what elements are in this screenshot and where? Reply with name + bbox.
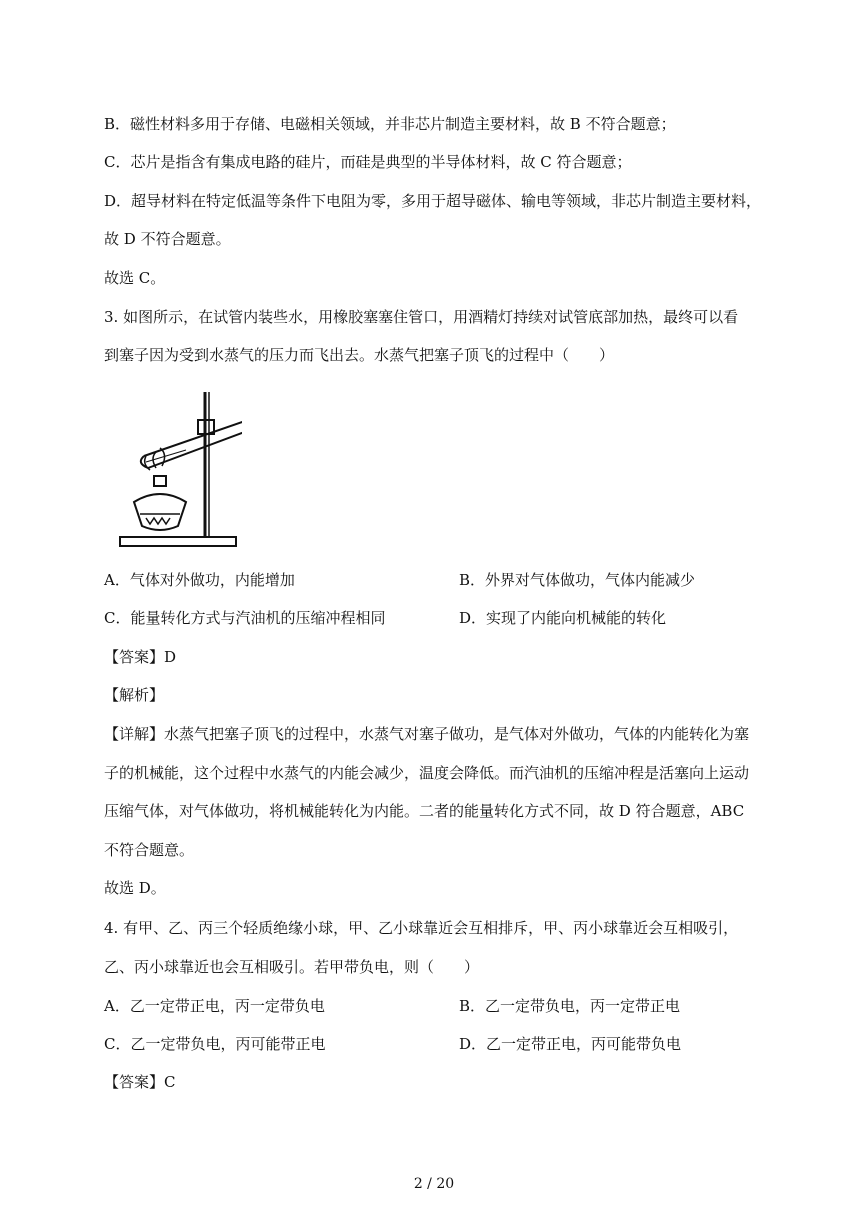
q4-option-a: A．乙一定带正电，丙一定带负电 [104, 997, 325, 1015]
option-d-explanation-line1: D．超导材料在特定低温等条件下电阻为零，多用于超导磁体、输电等领域，非芯片制造主要材料， [104, 192, 762, 210]
q3-option-c: C．能量转化方式与汽油机的压缩冲程相同 [104, 609, 386, 627]
q3-detail-line4: 不符合题意。 [104, 841, 195, 859]
option-d-explanation-line2: 故 D 不符合题意。 [104, 230, 231, 248]
q3-analysis-heading: 【解析】 [104, 686, 165, 704]
q3-detail-line3: 压缩气体，对气体做功，将机械能转化为内能。二者的能量转化方式不同，故 D 符合题意，ABC [104, 802, 745, 820]
q3-option-a: A．气体对外做功，内能增加 [104, 571, 295, 589]
q4-option-b: B．乙一定带负电，丙一定带正电 [459, 997, 681, 1015]
q4-stem-line1: 4. 有甲、乙、丙三个轻质绝缘小球，甲、乙小球靠近会互相排斥，甲、丙小球靠近会互相吸引， [104, 919, 739, 937]
lamp-wick [154, 476, 166, 486]
choice-statement-q2: 故选 C。 [104, 269, 166, 287]
test-tube-heating-figure [116, 388, 242, 553]
stand-base [120, 537, 236, 546]
option-b-explanation: B．磁性材料多用于存储、电磁相关领域，并非芯片制造主要材料，故 B 不符合题意； [104, 115, 676, 133]
page-number: 2 / 20 [413, 1176, 455, 1192]
q4-option-c: C．乙一定带负电，丙可能带正电 [104, 1035, 326, 1053]
q3-detail-line1: 【详解】水蒸气把塞子顶飞的过程中，水蒸气对塞子做功，是气体对外做功，气体的内能转化为塞 [104, 725, 750, 743]
q3-answer: 【答案】D [104, 648, 177, 666]
q4-stem-line2: 乙、丙小球靠近也会互相吸引。若甲带负电，则（ ） [104, 958, 480, 976]
q3-option-d: D．实现了内能向机械能的转化 [459, 609, 667, 627]
q4-option-d: D．乙一定带正电，丙可能带负电 [459, 1035, 682, 1053]
q3-option-b: B．外界对气体做功，气体内能减少 [459, 571, 696, 589]
q4-answer: 【答案】C [104, 1073, 176, 1091]
q3-stem-line2: 到塞子因为受到水蒸气的压力而飞出去。水蒸气把塞子顶飞的过程中（ ） [104, 346, 615, 364]
q3-detail-line2: 子的机械能，这个过程中水蒸气的内能会减少，温度会降低。而汽油机的压缩冲程是活塞向上运动 [104, 764, 750, 782]
q3-stem-line1: 3. 如图所示，在试管内装些水，用橡胶塞塞住管口，用酒精灯持续对试管底部加热，最终可以看 [104, 308, 739, 326]
q3-choice-statement: 故选 D。 [104, 879, 166, 897]
option-c-explanation: C．芯片是指含有集成电路的硅片，而硅是典型的半导体材料，故 C 符合题意； [104, 153, 632, 171]
alcohol-lamp [134, 494, 186, 530]
